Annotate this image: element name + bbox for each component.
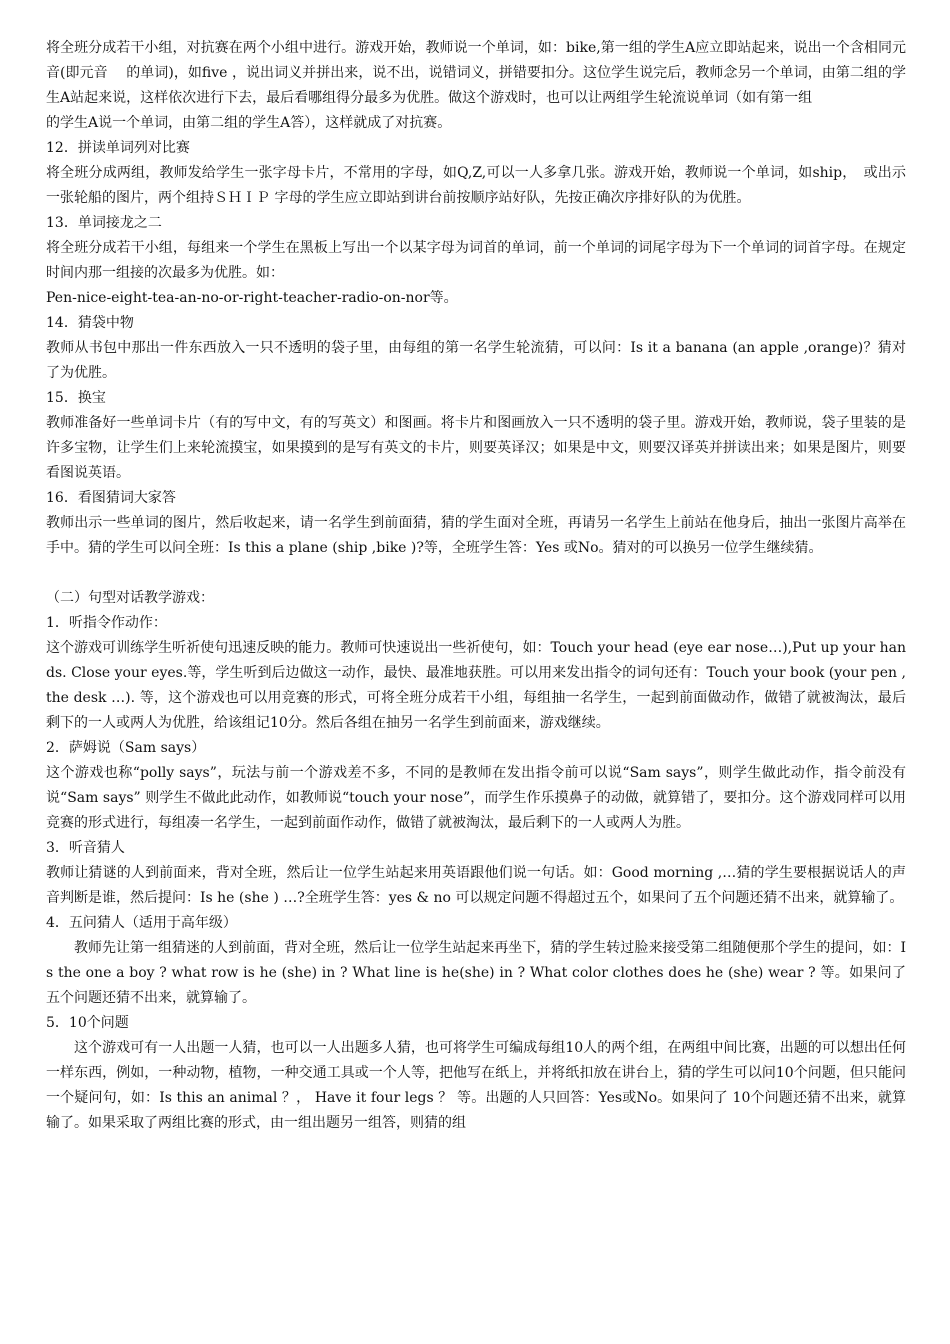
section-heading: 16．看图猜词大家答 xyxy=(46,490,176,506)
paragraph: 将全班分成若干小组，对抗赛在两个小组中进行。游戏开始，教师说一个单词，如：bike,第一组的学生A应立即站起来，说出一个含相同元音(即元音 的单词)，如five ，说出词义并拼出来，说不出，说错词义，拼错要扣分。这位学生说完后，教师念另一个单词，由第二组的学生A站起来说，这样依次进行下去，最后看哪组得分最多为优胜。做这个游戏时，也可以让两组学生轮流说单词（如有第一组 xyxy=(46,40,906,106)
paragraph: 这个游戏也称“polly says”，玩法与前一个游戏差不多，不同的是教师在发出指令前可以说“Sam says”，则学生做此动作，指令前没有说“Sam says” 则学生不做此此动作，如教师说“touch your nose”，而学生作乐摸鼻子的动做，就算错了，要扣分。这个游戏同样可以用竞赛的形式进行，每组凑一名学生，一起到前面作动作，做错了就被淘汰，最后剩下的一人或两人为胜。 xyxy=(46,765,906,831)
paragraph-indented: 这个游戏可有一人出题一人猜，也可以一人出题多人猜，也可将学生可编成每组10人的两个组，在两组中间比赛，出题的可以想出任何一样东西，例如，一种动物，植物，一种交通工具或一个人等，把他写在纸上，并将纸扣放在讲台上，猜的学生可以问10个问题，但只能问一个疑问句，如：Is this an animal ？， Have it four legs ？ 等。出题的人只回答：Yes或No。如果问了 10个问题还猜不出来，就算输了。如果采取了两组比赛的形式，由一组出题另一组答，则猜的组 xyxy=(46,1040,906,1131)
section-heading: 12．拼读单词列对比赛 xyxy=(46,140,190,156)
section-heading: 4．五问猜人（适用于高年级） xyxy=(46,915,237,931)
paragraph: 的学生A说一个单词，由第二组的学生A答），这样就成了对抗赛。 xyxy=(46,115,452,131)
section-heading: 13．单词接龙之二 xyxy=(46,215,162,231)
paragraph: 教师准备好一些单词卡片（有的写中文，有的写英文）和图画。将卡片和图画放入一只不透明的袋子里。游戏开始，教师说，袋子里装的是许多宝物，让学生们上来轮流摸宝，如果摸到的是写有英文的卡片，则要英译汉；如果是中文，则要汉译英并拼读出来；如果是图片，则要看图说英语。 xyxy=(46,415,906,481)
paragraph: 将全班分成两组，教师发给学生一张字母卡片，不常用的字母，如Q,Z,可以一人多拿几张。游戏开始，教师说一个单词，如ship， 或出示一张轮船的图片，两个组持ＳＨＩＰ 字母的学生应立即站到讲台前按顺序站好队，先按正确次序排好队的为优胜。 xyxy=(46,165,906,206)
chapter-heading: （二）句型对话教学游戏： xyxy=(46,590,214,606)
section-heading: 3．听音猜人 xyxy=(46,840,125,856)
paragraph: 教师让猜谜的人到前面来，背对全班，然后让一位学生站起来用英语跟他们说一句话。如：Good morning ,…猜的学生要根据说话人的声音判断是谁，然后提问：Is he (she ) …?全班学生答：yes & no 可以规定问题不得超过五个，如果问了五个问题还猜不出来，就算输了。 xyxy=(46,865,906,906)
blank-line xyxy=(46,561,906,586)
section-heading: 1．听指令作动作： xyxy=(46,615,167,631)
section-heading: 5．10个问题 xyxy=(46,1015,129,1031)
section-heading: 14．猜袋中物 xyxy=(46,315,134,331)
section-heading: 2．萨姆说（Sam says） xyxy=(46,740,206,756)
paragraph: 教师从书包中那出一件东西放入一只不透明的袋子里，由每组的第一名学生轮流猜，可以问：Is it a banana (an apple ,orange)？猜对了为优胜。 xyxy=(46,340,906,381)
paragraph: 这个游戏可训练学生听祈使句迅速反映的能力。教师可快速说出一些祈使句，如：Touch your head (eye ear nose…),Put up your hands. Close your eyes.等，学生听到后边做这一动作，最快、最准地获胜。可以用来发出指令的词句还有：Touch your book (your pen ,the desk …). 等，这个游戏也可以用竞赛的形式，可将全班分成若干小组，每组抽一名学生，一起到前面做动作，做错了就被淘汰，最后剩下的一人或两人为优胜，给该组记10分。然后各组在抽另一名学生到前面来，游戏继续。 xyxy=(46,640,906,731)
paragraph: Pen-nice-eight-tea-an-no-or-right-teacher-radio-on-nor等。 xyxy=(46,290,458,306)
paragraph-indented: 教师先让第一组猜迷的人到前面，背对全班，然后让一位学生站起来再坐下，猜的学生转过脸来接受第二组随便那个学生的提问，如：Is the one a boy ? what row is he (she) in ? What line is he(she) in ? What color clothes does he (she) wear ? 等。如果问了五个问题还猜不出来，就算输了。 xyxy=(46,940,906,1006)
paragraph: 将全班分成若干小组，每组来一个学生在黑板上写出一个以某字母为词首的单词，前一个单词的词尾字母为下一个单词的词首字母。在规定时间内那一组接的次最多为优胜。如： xyxy=(46,240,906,281)
paragraph: 教师出示一些单词的图片，然后收起来，请一名学生到前面猜，猜的学生面对全班，再请另一名学生上前站在他身后，抽出一张图片高举在手中。猜的学生可以问全班：Is this a plane (ship ,bike )?等，全班学生答：Yes 或No。猜对的可以换另一位学生继续猜。 xyxy=(46,515,906,556)
section-heading: 15．换宝 xyxy=(46,390,106,406)
